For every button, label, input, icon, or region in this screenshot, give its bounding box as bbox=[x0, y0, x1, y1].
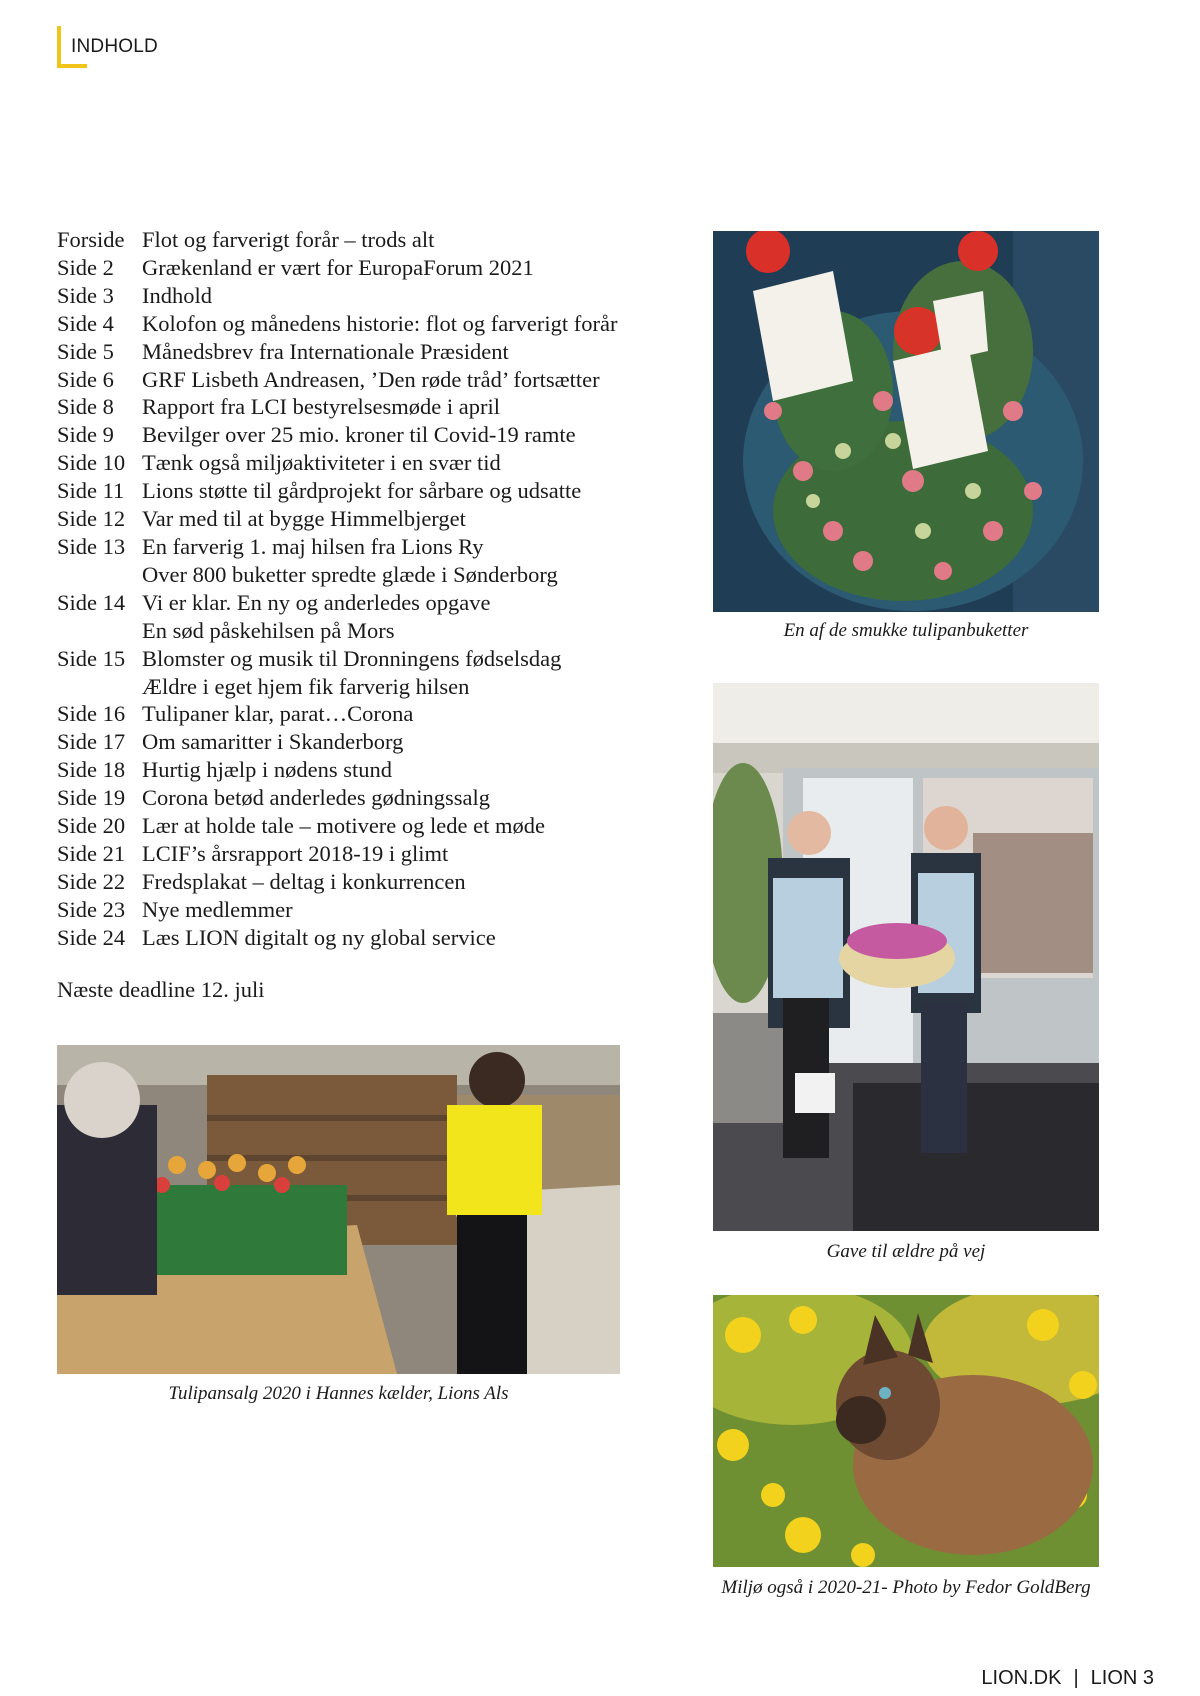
toc-page-number: Side 15 bbox=[57, 645, 126, 671]
toc-page-number bbox=[57, 617, 142, 645]
toc-entry bbox=[57, 366, 657, 394]
toc-title: En sød påskehilsen på Mors bbox=[142, 617, 395, 643]
toc-title: GRF Lisbeth Andreasen, ’Den røde tråd’ fortsætter bbox=[142, 366, 600, 392]
toc-page-number: Side 11 bbox=[57, 478, 125, 504]
toc-page-number bbox=[57, 673, 142, 701]
toc-page-number: Side 16 bbox=[57, 701, 126, 727]
toc-title: Hurtig hjælp i nødens stund bbox=[142, 757, 393, 783]
caption-tulips: En af de smukke tulipanbuketter bbox=[783, 620, 1029, 641]
toc-title: Nye medlemmer bbox=[142, 896, 293, 922]
toc-entry bbox=[57, 924, 657, 952]
gift-basket-photo bbox=[713, 683, 1099, 1231]
toc-page-number: Side 22 bbox=[57, 868, 126, 894]
toc-title: Tænk også miljøaktiviteter i en svær tid bbox=[142, 450, 501, 476]
toc-title: Bevilger over 25 mio. kroner til Covid-19 ramte bbox=[142, 422, 576, 448]
toc-title: Månedsbrev fra Internationale Præsident bbox=[142, 338, 509, 364]
basement-tulip-sale-photo bbox=[57, 1045, 620, 1374]
toc-title: Ældre i eget hjem fik farverig hilsen bbox=[142, 673, 470, 699]
toc-title: Vi er klar. En ny og anderledes opgave bbox=[142, 589, 491, 615]
toc-title: LCIF’s årsrapport 2018-19 i glimt bbox=[142, 840, 449, 866]
caption-cat: Miljø også i 2020-21- Photo by Fedor GoldBerg bbox=[721, 1577, 1091, 1598]
toc-title: Læs LION digitalt og ny global service bbox=[142, 924, 496, 950]
toc-entry bbox=[57, 784, 657, 812]
toc-entry bbox=[57, 673, 657, 701]
toc-title: Om samaritter i Skanderborg bbox=[142, 729, 404, 755]
toc-page-number: Side 4 bbox=[57, 310, 114, 336]
next-deadline: Næste deadline 12. juli bbox=[57, 977, 265, 1002]
toc-entry bbox=[57, 310, 657, 338]
footer-site: LION.DK bbox=[981, 1667, 1062, 1689]
toc-entry bbox=[57, 645, 657, 673]
toc-page-number: Side 23 bbox=[57, 896, 126, 922]
toc-entry bbox=[57, 589, 657, 617]
toc-page-number: Side 21 bbox=[57, 840, 126, 866]
toc-page-number: Side 17 bbox=[57, 729, 126, 755]
toc-entry bbox=[57, 533, 657, 561]
toc-entry bbox=[57, 840, 657, 868]
toc-title: Fredsplakat – deltag i konkurrencen bbox=[142, 868, 466, 894]
toc-title: Flot og farverigt forår – trods alt bbox=[142, 227, 435, 252]
toc-entry bbox=[57, 896, 657, 924]
toc-entry bbox=[57, 393, 657, 421]
toc-title: Indhold bbox=[142, 282, 212, 308]
toc-page-number: Side 19 bbox=[57, 785, 126, 811]
toc-entry bbox=[57, 728, 657, 756]
toc-entry bbox=[57, 617, 657, 645]
toc-page-number: Side 13 bbox=[57, 533, 126, 559]
toc-page-number: Side 5 bbox=[57, 338, 114, 364]
toc-page-number: Forside bbox=[57, 227, 125, 252]
toc-entry bbox=[57, 756, 657, 784]
toc-entry bbox=[57, 282, 657, 310]
toc-title: Lions støtte til gårdprojekt for sårbare og udsatte bbox=[142, 478, 582, 504]
toc-entry bbox=[57, 477, 657, 505]
toc-title: Kolofon og månedens historie: flot og farverigt forår bbox=[142, 310, 618, 336]
section-label: INDHOLD bbox=[71, 36, 158, 57]
toc-page-number: Side 9 bbox=[57, 422, 114, 448]
toc-entry bbox=[57, 700, 657, 728]
toc-entry bbox=[57, 561, 657, 589]
toc-entry bbox=[57, 868, 657, 896]
toc-entry bbox=[57, 226, 657, 254]
toc-page-number bbox=[57, 561, 142, 589]
toc-page-number: Side 2 bbox=[57, 254, 114, 280]
toc-entry bbox=[57, 421, 657, 449]
toc-title: Lær at holde tale – motivere og lede et møde bbox=[142, 813, 545, 839]
toc-title: Over 800 buketter spredte glæde i Sønderborg bbox=[142, 561, 558, 587]
toc-page-number: Side 14 bbox=[57, 589, 126, 615]
toc-page-number: Side 3 bbox=[57, 282, 114, 308]
toc-title: Tulipaner klar, parat…Corona bbox=[142, 701, 414, 727]
tulip-bouquet-photo bbox=[713, 231, 1099, 612]
toc-title: Var med til at bygge Himmelbjerget bbox=[142, 506, 466, 532]
footer-separator: | bbox=[1073, 1667, 1079, 1689]
toc-page-number: Side 12 bbox=[57, 506, 126, 532]
toc-entry bbox=[57, 338, 657, 366]
toc-title: Corona betød anderledes gødningssalg bbox=[142, 785, 491, 811]
toc-title: Blomster og musik til Dronningens fødselsdag bbox=[142, 645, 562, 671]
table-of-contents bbox=[57, 226, 657, 952]
toc-page-number: Side 6 bbox=[57, 366, 114, 392]
toc-page-number: Side 18 bbox=[57, 757, 126, 783]
toc-entry bbox=[57, 812, 657, 840]
toc-entry bbox=[57, 254, 657, 282]
toc-page-number: Side 20 bbox=[57, 813, 126, 839]
toc-page-number: Side 10 bbox=[57, 450, 126, 476]
toc-entry bbox=[57, 449, 657, 477]
cat-in-dandelions-photo bbox=[713, 1295, 1099, 1567]
toc-page-number: Side 24 bbox=[57, 924, 126, 950]
page-footer bbox=[981, 1667, 1154, 1690]
toc-page-number: Side 8 bbox=[57, 394, 114, 420]
caption-basement: Tulipansalg 2020 i Hannes kælder, Lions Als bbox=[168, 1383, 509, 1404]
toc-title: Rapport fra LCI bestyrelsesmøde i april bbox=[142, 394, 501, 420]
toc-title: Grækenland er vært for EuropaForum 2021 bbox=[142, 254, 534, 280]
footer-page: LION 3 bbox=[1090, 1667, 1154, 1689]
toc-title: En farverig 1. maj hilsen fra Lions Ry bbox=[142, 533, 484, 559]
toc-entry bbox=[57, 505, 657, 533]
caption-gift: Gave til ældre på vej bbox=[826, 1241, 986, 1262]
